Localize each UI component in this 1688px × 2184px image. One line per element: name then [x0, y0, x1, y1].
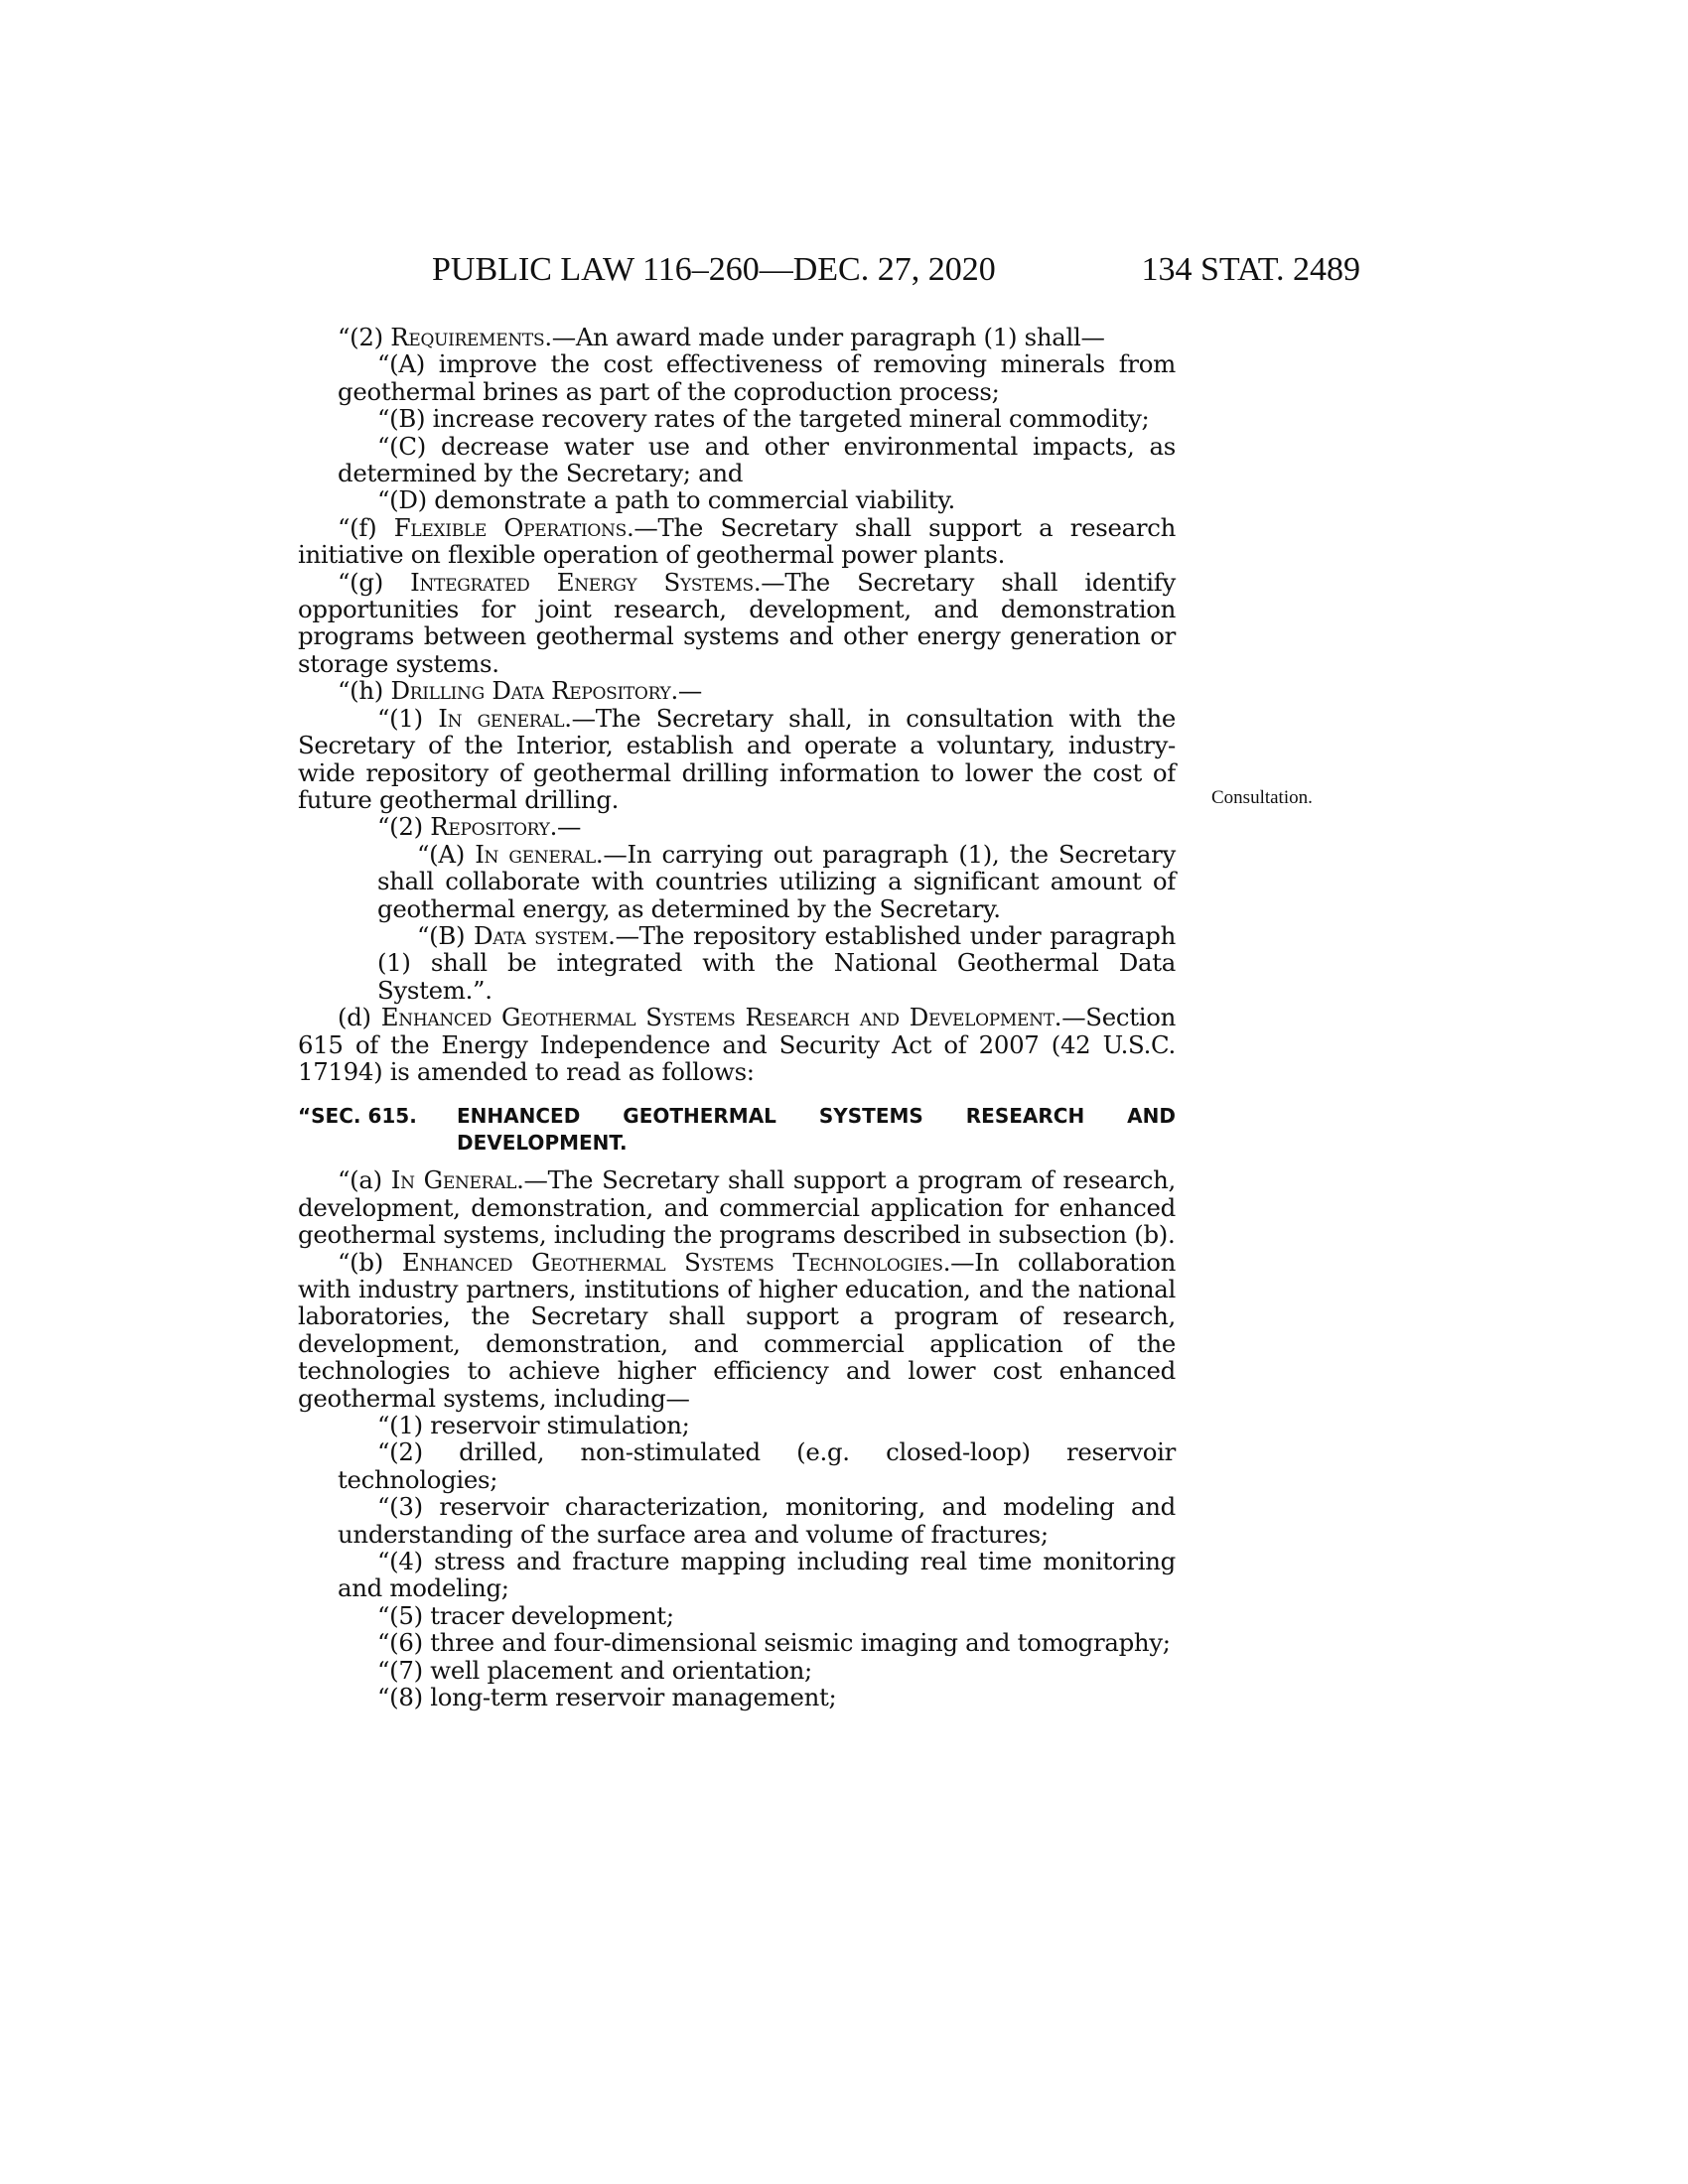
- document-body: [298, 324, 1176, 1711]
- paragraph-h-1: “(1) In general.—The Secretary shall, in consultation with the Secretary of the Interior, establish and operate a voluntary, industry-wide repository of geothermal drilling information to lower the cost of future geothermal drilling.: [298, 703, 1176, 814]
- list-item: “(5) tracer development;: [377, 1600, 674, 1630]
- subsection-b: “(b) Enhanced Geothermal Systems Technologies.—In collaboration with industry partners, institutions of higher education, and the national laboratories, the Secretary shall support a program of research, development, demonstration, and commercial application of the technologies to achieve higher efficiency and lower cost enhanced geothermal systems, including—: [298, 1247, 1176, 1413]
- paragraph-requirements: “(2) Requirements.—An award made under paragraph (1) shall—: [338, 323, 1105, 351]
- paragraph-h-2-a: “(A) In general.—In carrying out paragraph (1), the Secretary shall collaborate with countries utilizing a significant amount of geothermal energy, as determined by the Secretary.: [377, 839, 1176, 923]
- list-item: “(2) drilled, non-stimulated (e.g. closed-loop) reservoir technologies;: [338, 1437, 1176, 1494]
- list-item: “(1) reservoir stimulation;: [377, 1411, 690, 1440]
- subsection-d: (d) Enhanced Geothermal Systems Research and Development.—Section 615 of the Energy Independence and Security Act of 2007 (42 U.S.C. 17194) is amended to read as follows:: [298, 1003, 1177, 1086]
- subsection-f: “(f) Flexible Operations.—The Secretary shall support a research initiative on flexible operation of geothermal power plants.: [298, 512, 1176, 570]
- list-item: “(6) three and four-dimensional seismic imaging and tomography;: [377, 1628, 1171, 1658]
- law-title: PUBLIC LAW 116–260—DEC. 27, 2020: [432, 251, 996, 288]
- page-header: [432, 248, 1360, 292]
- statute-page-number: 134 STAT. 2489: [1141, 251, 1360, 288]
- list-item: “(3) reservoir characterization, monitoring, and modeling and understanding of the surface area and volume of fractures;: [338, 1492, 1176, 1549]
- paragraph-b: “(B) increase recovery rates of the targeted mineral commodity;: [377, 404, 1150, 434]
- paragraph-a: “(A) improve the cost effectiveness of removing minerals from geothermal brines as part of the coproduction process;: [338, 349, 1176, 406]
- paragraph-h-2-b: “(B) Data system.—The repository established under paragraph (1) shall be integrated with the National Geothermal Data System.”.: [377, 920, 1176, 1005]
- section-heading: [298, 1103, 1176, 1157]
- section-title: ENHANCED GEOTHERMAL SYSTEMS RESEARCH AND DEVELOPMENT.: [457, 1104, 1176, 1156]
- subsection-g: “(g) Integrated Energy Systems.—The Secretary shall identify opportunities for joint research, development, and demonstration programs between geothermal systems and other energy generation or storage systems.: [298, 567, 1176, 678]
- subsection-h: “(h) Drilling Data Repository.—: [338, 676, 703, 706]
- subsection-a: “(a) In General.—The Secretary shall support a program of research, development, demonstration, and commercial application for enhanced geothermal systems, including the programs described in subsection (b).: [298, 1165, 1176, 1250]
- paragraph-d: “(D) demonstrate a path to commercial viability.: [377, 485, 955, 515]
- paragraph-c: “(C) decrease water use and other environmental impacts, as determined by the Secretary; and: [338, 431, 1176, 488]
- list-item: “(4) stress and fracture mapping including real time monitoring and modeling;: [338, 1547, 1176, 1603]
- margin-note: Consultation.: [1211, 787, 1313, 808]
- list-item: “(8) long-term reservoir management;: [377, 1683, 837, 1712]
- paragraph-h-2: “(2) Repository.—: [377, 812, 582, 842]
- section-number: “SEC. 615.: [298, 1104, 417, 1129]
- list-item: “(7) well placement and orientation;: [377, 1655, 812, 1685]
